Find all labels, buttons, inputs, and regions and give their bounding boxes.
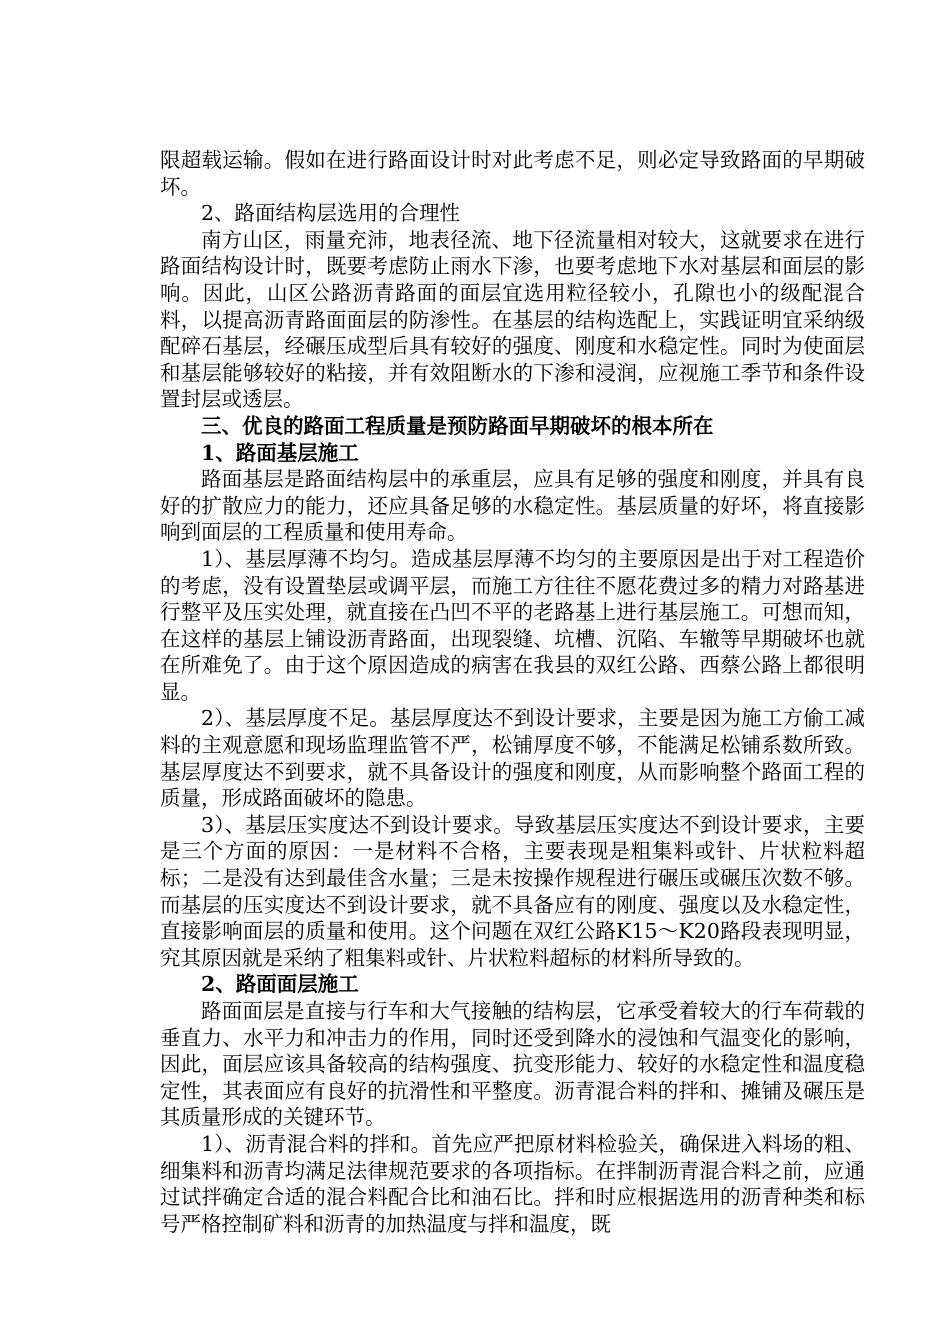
paragraph-continuation: 限超载运输。假如在进行路面设计时对此考虑不足，则必定导致路面的早期破坏。 [160,148,865,199]
subheading-base-construction: 1、路面基层施工 [201,440,359,465]
paragraph-base-uneven: 1）、基层厚薄不均匀。造成基层厚薄不均匀的主要原因是出于对工程造价的考虑，没有设置垫层或调平层，而施工方往往不愿花费过多的精力对路基进行整平及压实处理，就直接在凸凹不平的老路基上进行基层施工。可想而知，在这样的基层上铺设沥青路面，出现裂缝、坑槽、沉陷、车辙等早期破坏也就在所难免了。由于这个原因造成的病害在我县的双红公路、西蔡公路上都很明显。 [160,546,865,704]
paragraph-base-compaction: 3）、基层压实度达不到设计要求。导致基层压实度达不到设计要求，主要是三个方面的原因：一是材料不合格，主要表现是粗集料或针、片状粒料超标；二是没有达到最佳含水量；三是未按操作规程进行碾压或碾压次数不够。而基层的压实度达不到设计要求，就不具备应有的刚度、强度以及水稳定性，直接影响面层的质量和使用。这个问题在双红公路K15～K20路段表现明显，究其原因就是采纳了粗集料或针、片状粒料超标的材料所导致的。 [160,812,865,970]
paragraph-surface-intro: 路面面层是直接与行车和大气接触的结构层，它承受着较大的行车荷载的垂直力、水平力和冲击力的作用，同时还受到降水的浸蚀和气温变化的影响，因此，面层应该具备较高的结构强度、抗变形能力、较好的水稳定性和温度稳定性，其表面应有良好的抗滑性和平整度。沥青混合料的拌和、摊铺及碾压是其质量形成的关键环节。 [160,999,865,1130]
section-heading-three: 三、优良的路面工程质量是预防路面早期破坏的根本所在 [201,413,714,438]
subheading-structure-layer: 2、路面结构层选用的合理性 [201,201,461,226]
paragraph-base-intro: 路面基层是路面结构层中的承重层，应具有足够的强度和刚度，并具有良好的扩散应力的能力，还应具备足够的水稳定性。基层质量的好坏，将直接影响到面层的工程质量和使用寿命。 [160,467,865,545]
paragraph-asphalt-mixing: 1）、沥青混合料的拌和。首先应严把原材料检验关，确保进入料场的粗、细集料和沥青均满足法律规范要求的各项指标。在拌制沥青混合料之前，应通过试拌确定合适的混合料配合比和油石比。拌和时应根据选用的沥青种类和标号严格控制矿料和沥青的加热温度与拌和温度，既 [160,1131,865,1236]
subheading-surface-construction: 2、路面面层施工 [201,972,359,997]
document-body [160,147,865,1237]
paragraph-base-thickness: 2）、基层厚度不足。基层厚度达不到设计要求，主要是因为施工方偷工减料的主观意愿和现场监理监管不严，松铺厚度不够，不能满足松铺系数所致。基层厚度达不到要求，就不具备设计的强度和刚度，从而影响整个路面工程的质量，形成路面破坏的隐患。 [160,706,865,811]
paragraph-southern-mountain: 南方山区，雨量充沛，地表径流、地下径流量相对较大，这就要求在进行路面结构设计时，既要考虑防止雨水下渗，也要考虑地下水对基层和面层的影响。因此，山区公路沥青路面的面层宜选用粒径较小，孔隙也小的级配混合料，以提高沥青路面面层的防渗性。在基层的结构选配上，实践证明宜采纳级配碎石基层，经碾压成型后具有较好的强度、刚度和水稳定性。同时为使面层和基层能够较好的粘接，并有效阻断水的下渗和浸润，应视施工季节和条件设置封层或透层。 [160,227,865,412]
